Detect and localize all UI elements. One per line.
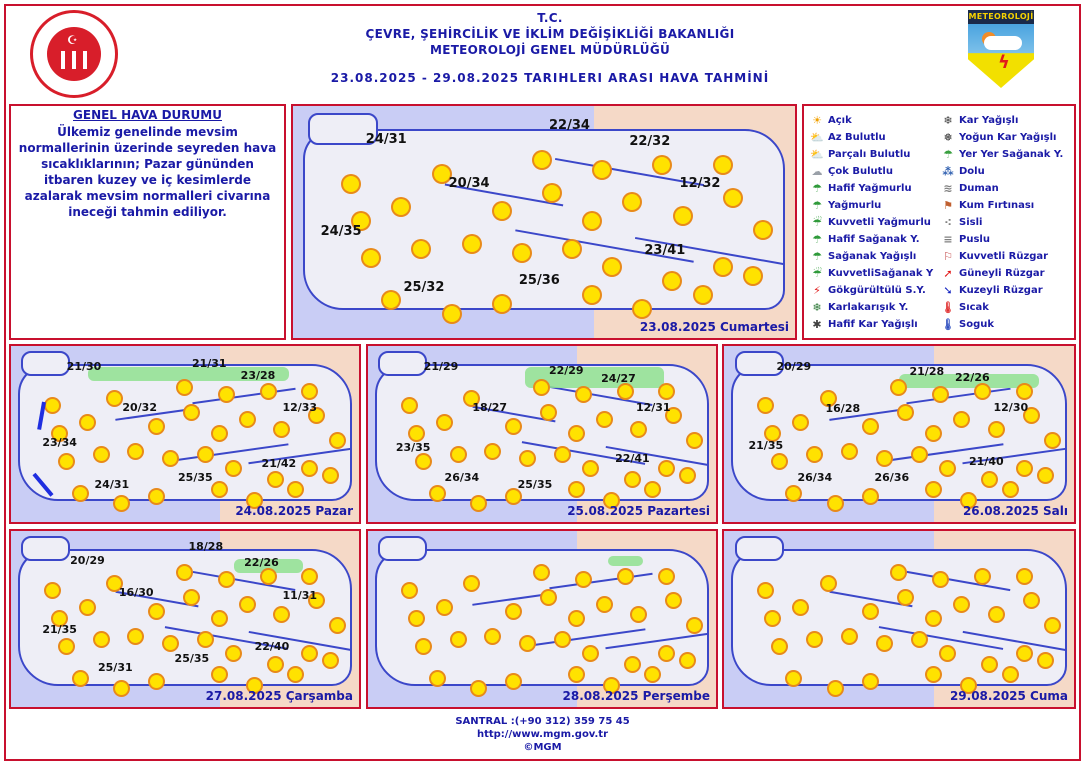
sunny-icon <box>185 591 198 604</box>
sunny-icon <box>660 570 673 583</box>
temperature-label: 23/34 <box>42 435 77 449</box>
temperature-label: 26/36 <box>874 470 910 484</box>
sunny-icon <box>570 612 583 625</box>
forecast-map-day-1 <box>291 104 797 340</box>
temperature-label: 25/35 <box>517 478 553 491</box>
legend-label: Hafif Kar Yağışlı <box>828 319 918 330</box>
rain-zone <box>608 556 643 567</box>
sunny-icon <box>808 448 821 461</box>
switchboard-phone: SANTRAL :(+90 312) 359 75 45 <box>455 716 630 727</box>
temperature-label: 16/30 <box>118 585 154 599</box>
sunny-icon <box>74 487 87 500</box>
sunny-icon <box>494 296 510 312</box>
heavy-shower-icon: ☔ <box>812 266 822 280</box>
temperature-label: 20/32 <box>122 400 157 414</box>
sunny-icon <box>507 605 520 618</box>
meteoroloji-logo <box>968 10 1034 88</box>
sunny-icon <box>556 448 569 461</box>
header-line-ministry: ÇEVRE, ŞEHİRCİLİK VE İKLİM DEĞİŞİKLİĞİ BAKANLIĞI <box>365 27 735 41</box>
sunny-icon <box>383 292 399 308</box>
temperature-label: 21/42 <box>261 456 297 470</box>
legend-label: Yağmurlu <box>828 200 882 211</box>
temperature-label: 16/28 <box>825 402 861 416</box>
sunny-icon <box>594 162 610 178</box>
map-date-label: 24.08.2025 Pazar <box>235 504 353 518</box>
legend-item <box>810 231 937 248</box>
legend-label: Yoğun Kar Yağışlı <box>959 132 1057 143</box>
temperature-label: 25/31 <box>98 661 133 675</box>
sunny-icon <box>413 241 429 257</box>
temperature-label: 25/36 <box>518 273 560 289</box>
sunny-icon <box>598 413 611 426</box>
temperature-label: 25/35 <box>174 652 210 666</box>
legend-item <box>941 231 1068 248</box>
sunny-icon <box>808 633 821 646</box>
sunny-icon <box>417 640 430 653</box>
sunny-icon <box>227 647 240 660</box>
sunny-icon <box>95 633 108 646</box>
sunny-icon <box>129 445 142 458</box>
general-weather-text: Ülkemiz genelinde mevsim normallerinin üzerinde seyreden hava sıcaklıklarının; Pazar gününden itbaren kuzey ve iç kesimlerde azalarak mevsim normalleri civarına ineceği tahmin ediliyor. <box>18 125 277 219</box>
sunny-icon <box>544 185 560 201</box>
legend-label: Hafif Sağanak Y. <box>828 234 920 245</box>
sunny-icon <box>444 306 460 322</box>
sunny-icon <box>46 399 59 412</box>
sunny-icon <box>913 633 926 646</box>
sunny-icon <box>899 406 912 419</box>
map-date-label: 27.08.2025 Çarşamba <box>205 689 353 703</box>
sunny-icon <box>695 287 711 303</box>
map-date-label: 26.08.2025 Salı <box>962 504 1068 518</box>
sunny-icon <box>787 487 800 500</box>
temperature-label: 12/32 <box>679 175 721 191</box>
sunny-icon <box>955 598 968 611</box>
sunny-icon <box>759 584 772 597</box>
sunny-icon <box>150 605 163 618</box>
legend-item <box>810 163 937 180</box>
sunny-icon <box>199 633 212 646</box>
sunny-icon <box>438 416 451 429</box>
sunny-icon <box>955 413 968 426</box>
sunny-icon <box>626 473 639 486</box>
temperature-label: 24/27 <box>601 372 636 386</box>
mostly-sunny-icon: ⛅ <box>810 130 824 144</box>
sunny-icon <box>715 259 731 275</box>
lightning-icon: ϟ <box>998 52 1010 73</box>
legend-item <box>810 248 937 265</box>
sunny-icon <box>570 427 583 440</box>
legend-panel <box>802 104 1076 340</box>
sunny-icon <box>584 287 600 303</box>
header-line-tc: T.C. <box>537 11 563 25</box>
legend-item <box>810 112 937 129</box>
sunny-icon <box>584 213 600 229</box>
temperature-label: 24/31 <box>94 478 130 491</box>
light-shower-icon: ☂ <box>812 232 822 246</box>
sunny-icon <box>150 420 163 433</box>
temperature-label: 21/28 <box>909 365 945 379</box>
legend-item <box>810 197 937 214</box>
sunny-icon <box>822 577 835 590</box>
sunny-icon <box>46 584 59 597</box>
sunny-icon <box>521 637 534 650</box>
snow-icon: ❄ <box>943 113 953 127</box>
map-date-label: 29.08.2025 Cuma <box>949 689 1068 703</box>
legend-item <box>941 112 1068 129</box>
sunny-icon <box>129 630 142 643</box>
sunny-icon <box>363 250 379 266</box>
legend-item <box>941 299 1068 316</box>
sunny-icon <box>452 633 465 646</box>
sunny-icon <box>262 570 275 583</box>
temperature-label: 22/29 <box>548 363 584 377</box>
sunny-icon <box>577 573 590 586</box>
sunny-icon <box>725 190 741 206</box>
legend-item <box>941 214 1068 231</box>
temperature-label: 23/35 <box>395 441 431 455</box>
forecast-map-day-4 <box>722 344 1076 524</box>
legend-label: Dolu <box>959 166 985 177</box>
sunny-icon <box>584 462 597 475</box>
thrace-landmass <box>735 536 784 561</box>
seal-emblem-icon <box>47 27 101 81</box>
sunny-icon <box>927 612 940 625</box>
temperature-label: 20/29 <box>70 553 105 567</box>
legend-item <box>941 129 1068 146</box>
temperature-label: 26/34 <box>797 470 833 484</box>
sunny-icon <box>303 385 316 398</box>
rain-icon: ☂ <box>812 198 822 212</box>
sunny-icon <box>927 427 940 440</box>
sunny-icon <box>1018 570 1031 583</box>
sunny-icon <box>660 385 673 398</box>
footer <box>0 715 1085 754</box>
sunny-icon <box>434 166 450 182</box>
cold-icon: 🌡 <box>941 317 955 331</box>
sunny-icon <box>619 570 632 583</box>
crescent-icon: ☪ <box>67 33 78 47</box>
legend-item <box>810 282 937 299</box>
forecast-map-day-2 <box>9 344 361 524</box>
sunny-icon <box>584 647 597 660</box>
legend-item <box>941 197 1068 214</box>
sunny-icon <box>675 208 691 224</box>
legend-label: Kuvvetli Yağmurlu <box>828 217 931 228</box>
sunny-icon <box>843 630 856 643</box>
legend-label: Hafif Yağmurlu <box>828 183 912 194</box>
strong-wind-icon: ⚐ <box>943 249 953 263</box>
sunny-icon <box>213 427 226 440</box>
sunny-icon <box>343 176 359 192</box>
sunny-icon <box>913 448 926 461</box>
temperature-label: 22/41 <box>615 451 650 465</box>
temperature-label: 21/30 <box>66 360 102 374</box>
legend-item <box>941 163 1068 180</box>
sunny-icon <box>164 637 177 650</box>
sunny-icon <box>241 598 254 611</box>
legend-label: Sıcak <box>959 302 989 313</box>
sunny-icon <box>983 473 996 486</box>
sunny-icon <box>1018 385 1031 398</box>
legend-label: Yer Yer Sağanak Y. <box>959 149 1064 160</box>
legend-item <box>941 146 1068 163</box>
legend-item <box>810 214 937 231</box>
sunny-icon <box>227 462 240 475</box>
copyright: ©MGM <box>523 742 562 753</box>
forecast-map-day-3 <box>366 344 718 524</box>
heavy-snow-icon: ❅ <box>943 130 953 144</box>
temperature-label: 21/29 <box>423 360 459 374</box>
map-date-label: 25.08.2025 Pazartesi <box>567 504 710 518</box>
legend-label: Az Bulutlu <box>828 132 886 143</box>
temperature-label: 23/41 <box>644 242 686 258</box>
map-date-label: 28.08.2025 Perşembe <box>562 689 710 703</box>
sunny-icon <box>452 448 465 461</box>
legend-label: Kum Fırtınası <box>959 200 1035 211</box>
north-wind-icon: ➘ <box>943 283 953 297</box>
sunny-icon <box>410 612 423 625</box>
legend-label: KuvvetliSağanak Y <box>828 268 934 279</box>
legend-label: Parçalı Bulutlu <box>828 149 911 160</box>
light-rain-icon: ☂ <box>812 181 822 195</box>
sunny-icon <box>81 601 94 614</box>
sandstorm-icon: ⚑ <box>943 198 953 212</box>
sunny-icon <box>521 452 534 465</box>
sunny-icon <box>213 612 226 625</box>
sunny-icon <box>220 573 233 586</box>
website-link[interactable]: http://www.mgm.gov.tr <box>476 729 609 740</box>
temperature-label: 22/26 <box>244 555 279 569</box>
temperature-label: 22/26 <box>955 370 990 384</box>
south-wind-icon: ➚ <box>943 266 953 280</box>
sunny-icon <box>199 448 212 461</box>
ministry-seal-logo <box>30 10 118 98</box>
sunny-icon <box>976 385 989 398</box>
general-weather-panel <box>9 104 286 340</box>
temperature-label: 26/34 <box>444 470 480 484</box>
haze-icon: ≡ <box>943 232 953 246</box>
sunny-icon <box>976 570 989 583</box>
temperature-label: 23/28 <box>240 368 276 382</box>
legend-item <box>941 282 1068 299</box>
temperature-label: 20/29 <box>776 360 812 374</box>
legend-label: Sağanak Yağışlı <box>828 251 917 262</box>
sunny-icon <box>564 241 580 257</box>
legend-item <box>941 248 1068 265</box>
temperature-label: 22/32 <box>629 133 671 149</box>
sunny-icon <box>60 455 73 468</box>
sunny-icon <box>514 245 530 261</box>
temperature-label: 25/35 <box>178 470 213 484</box>
legend-item <box>941 265 1068 282</box>
map-date-label: 23.08.2025 Cumartesi <box>639 320 789 334</box>
legend-item <box>941 180 1068 197</box>
legend-label: Kar Yağışlı <box>959 115 1019 126</box>
sunny-icon <box>403 399 416 412</box>
sunny-icon <box>438 601 451 614</box>
legend-column-left <box>810 112 937 333</box>
temperature-label: 22/34 <box>549 117 590 133</box>
sunny-icon <box>843 445 856 458</box>
sunny-icon <box>766 612 779 625</box>
legend-column-right <box>941 112 1068 333</box>
temperature-label: 21/35 <box>42 622 77 636</box>
sunny-icon <box>241 413 254 426</box>
temperature-label: 11/31 <box>282 589 318 603</box>
sunny-icon <box>95 448 108 461</box>
sunny-icon <box>878 452 891 465</box>
header <box>0 0 1085 100</box>
forecast-map-day-5 <box>9 529 361 709</box>
scattered-shower-icon: ☂ <box>943 147 953 161</box>
cloudy-icon: ☁ <box>811 164 823 178</box>
temperature-label: 22/40 <box>254 640 290 654</box>
temperature-label: 18/27 <box>472 400 508 414</box>
general-weather-title: GENEL HAVA DURUMU <box>73 108 222 122</box>
temperature-label: 24/35 <box>320 224 362 240</box>
temperature-label: 21/31 <box>191 356 227 370</box>
temperature-label: 21/35 <box>748 439 784 453</box>
legend-label: Güneyli Rüzgar <box>959 268 1045 279</box>
legend-item <box>810 129 937 146</box>
thrace-landmass <box>21 351 70 376</box>
fog-icon: ⁖ <box>944 215 952 229</box>
sunny-icon <box>185 406 198 419</box>
sunny-icon <box>864 420 877 433</box>
shower-icon: ☂ <box>812 249 822 263</box>
light-snow-icon: ✱ <box>812 317 822 331</box>
sunny-icon <box>1046 434 1059 447</box>
legend-item <box>810 146 937 163</box>
legend-item <box>810 299 937 316</box>
sunny-icon <box>486 445 499 458</box>
sunny-icon <box>410 427 423 440</box>
sunny-icon <box>60 640 73 653</box>
sunny-icon <box>431 487 444 500</box>
sunny-icon <box>542 591 555 604</box>
sunny-icon <box>164 452 177 465</box>
header-titles <box>270 10 830 86</box>
sunny-icon <box>766 427 779 440</box>
sunny-icon <box>403 584 416 597</box>
legend-item <box>941 316 1068 333</box>
sunny-icon <box>755 222 771 238</box>
legend-label: Duman <box>959 183 999 194</box>
thrace-landmass <box>378 536 427 561</box>
legend-label: Karlakarışık Y. <box>828 302 909 313</box>
sunny-icon <box>878 637 891 650</box>
forecast-map-day-7 <box>722 529 1076 709</box>
hot-icon: 🌡 <box>941 300 955 314</box>
sunny-icon <box>983 658 996 671</box>
legend-item <box>810 265 937 282</box>
sunny-icon <box>262 385 275 398</box>
legend-label: Kuzeyli Rüzgar <box>959 285 1043 296</box>
legend-label: Soguk <box>959 319 994 330</box>
legend-item <box>810 180 937 197</box>
header-line-directorate: METEOROLOJİ GENEL MÜDÜRLÜĞÜ <box>429 43 671 57</box>
sleet-icon: ❄ <box>812 300 822 314</box>
temperature-label: 21/40 <box>969 455 1004 469</box>
meteoroloji-logo-text: METEOROLOJİ <box>968 10 1034 24</box>
sunny-icon <box>74 672 87 685</box>
sunny-icon <box>542 406 555 419</box>
thunderstorm-icon: ⚡ <box>813 283 821 297</box>
forecast-map-day-6 <box>366 529 718 709</box>
sunny-icon: ☀ <box>812 113 822 127</box>
temperature-label: 12/31 <box>635 400 671 414</box>
sunny-icon <box>486 630 499 643</box>
sunny-icon <box>464 236 480 252</box>
smoke-icon: ≋ <box>943 181 953 195</box>
temperature-label: 25/32 <box>403 280 445 295</box>
legend-label: Gökgürültülü S.Y. <box>828 285 926 296</box>
legend-item <box>810 316 937 333</box>
sunny-icon <box>556 633 569 646</box>
legend-label: Çok Bulutlu <box>828 166 893 177</box>
sunny-icon <box>303 570 316 583</box>
hail-icon: ⁂ <box>942 164 954 178</box>
sunny-icon <box>417 455 430 468</box>
heavy-rain-icon: ☔ <box>812 215 822 229</box>
legend-label: Kuvvetli Rüzgar <box>959 251 1049 262</box>
legend-label: Açık <box>828 115 852 126</box>
sunny-icon <box>864 605 877 618</box>
sunny-icon <box>220 388 233 401</box>
temperature-label: 12/33 <box>282 400 318 414</box>
thrace-landmass <box>378 351 427 376</box>
sunny-icon <box>431 672 444 685</box>
sunny-icon <box>507 420 520 433</box>
sunny-icon <box>269 473 282 486</box>
sunny-icon <box>81 416 94 429</box>
sunny-icon <box>1046 619 1059 632</box>
columns-icon <box>61 51 87 69</box>
sunny-icon <box>269 658 282 671</box>
sunny-icon <box>715 157 731 173</box>
temperature-label: 20/34 <box>448 175 490 191</box>
sunny-icon <box>619 385 632 398</box>
sunny-icon <box>577 388 590 401</box>
temperature-label: 12/30 <box>993 400 1029 414</box>
legend-label: Sisli <box>959 217 983 228</box>
partly-cloudy-icon: ⛅ <box>810 147 824 161</box>
temperature-label: 18/28 <box>188 539 224 553</box>
legend-label: Puslu <box>959 234 990 245</box>
sunny-icon <box>759 399 772 412</box>
thrace-landmass <box>21 536 70 561</box>
sunny-icon <box>787 672 800 685</box>
forecast-range-title: 23.08.2025 - 29.08.2025 TARIHLERI ARASI HAVA TAHMİNİ <box>330 71 770 85</box>
cloud-icon <box>984 36 1022 50</box>
sunny-icon <box>626 658 639 671</box>
temperature-label: 24/31 <box>365 131 407 147</box>
sunny-icon <box>598 598 611 611</box>
sunny-icon <box>899 591 912 604</box>
